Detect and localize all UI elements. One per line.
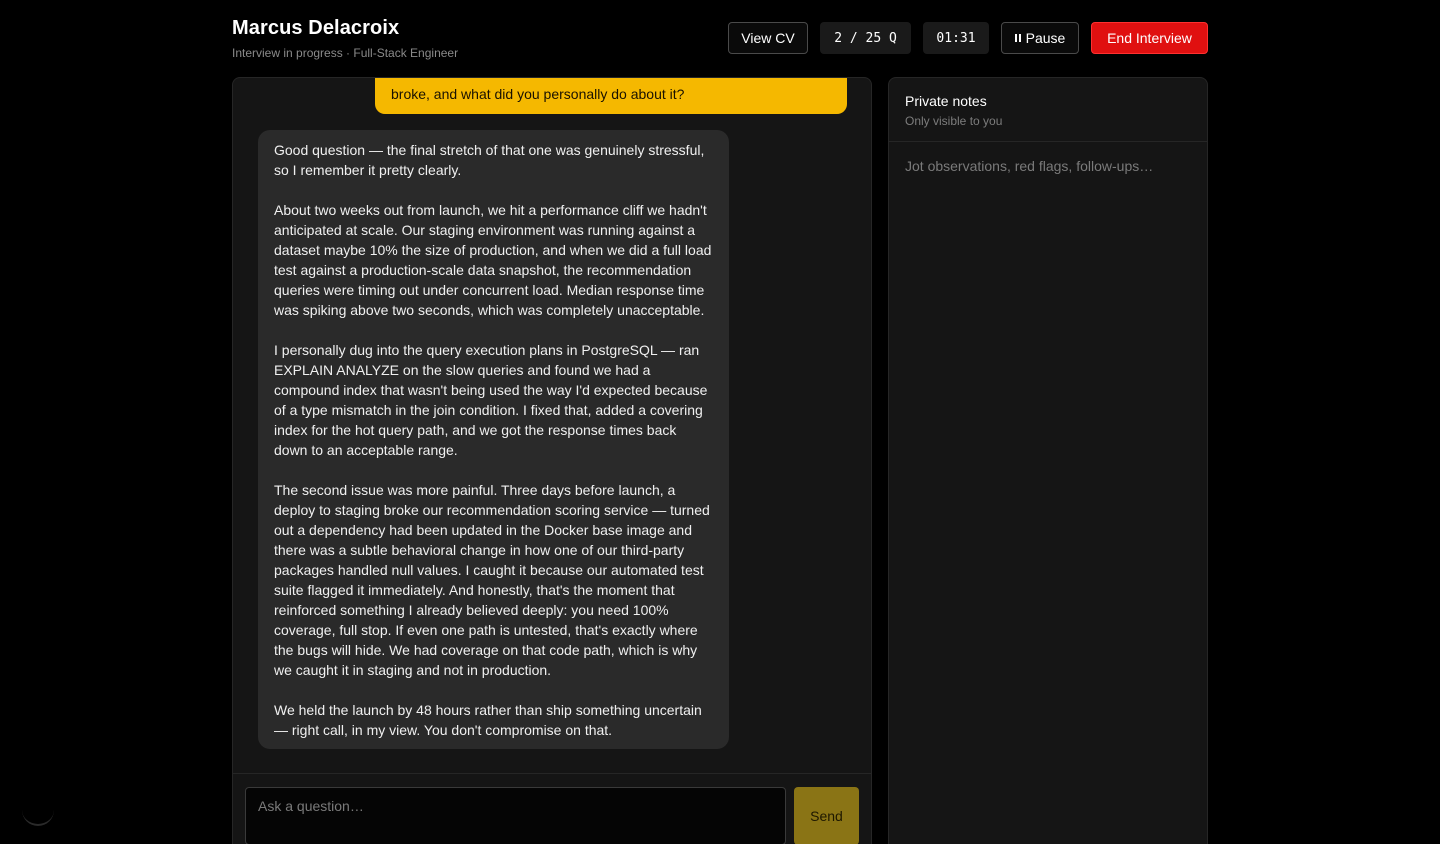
ask-question-input[interactable] <box>245 787 786 844</box>
pause-label: Pause <box>1025 30 1066 46</box>
notes-textarea[interactable] <box>889 142 1207 842</box>
pause-icon <box>1015 33 1021 43</box>
interviewer-message-text: broke, and what did you personally do about it? <box>391 86 685 102</box>
view-cv-button[interactable]: View CV <box>728 22 808 54</box>
message-composer <box>233 773 871 844</box>
interview-header <box>232 16 1208 64</box>
chat-panel[interactable] <box>232 77 872 844</box>
interview-status: Interview in progress · Full-Stack Engineer <box>232 46 459 60</box>
candidate-name: Marcus Delacroix <box>232 17 400 39</box>
end-interview-button[interactable]: End Interview <box>1091 22 1208 54</box>
candidate-message-paragraph: Good question — the final stretch of that one was genuinely stressful, so I remember it pretty clearly. <box>274 142 705 178</box>
pause-button[interactable] <box>1001 22 1079 54</box>
send-button[interactable]: Send <box>794 787 859 844</box>
interviewer-message <box>375 77 847 114</box>
notes-title: Private notes <box>905 93 987 109</box>
interview-timer: 01:31 <box>923 22 989 54</box>
question-counter: 2 / 25 Q <box>820 22 911 54</box>
candidate-message-paragraph: I personally dug into the query execution plans in PostgreSQL — ran EXPLAIN ANALYZE on the slow queries and found we had a compound index that wasn't being used the way I'd expected because of a type mismatch in the join condition. I fixed that, added a covering index for the hot query path, and we got the response times back down to an acceptable range. <box>274 342 708 458</box>
corner-decoration <box>22 800 54 826</box>
notes-header <box>889 78 1207 142</box>
candidate-message-paragraph: The second issue was more painful. Three days before launch, a deploy to staging broke our recommendation scoring service — turned out a dependency had been updated in the Docker base image and there was a subtle behavioral change in how one of our third-party packages handled null values. I caught it because our automated test suite flagged it immediately. And honestly, that's the moment that reinforced something I already believed deeply: you need 100% coverage, full stop. If even one path is untested, that's exactly where the bugs will hide. We had coverage on that code path, which is why we caught it in staging and not in production. <box>274 482 710 678</box>
candidate-message-paragraph: About two weeks out from launch, we hit a performance cliff we hadn't anticipated at scale. Our staging environment was running against a dataset maybe 10% the size of production, and when we did a full load test against a production-scale data snapshot, the recommendation queries were timing out under concurrent load. Median response time was spiking above two seconds, which was completely unacceptable. <box>274 202 712 318</box>
candidate-message <box>258 130 729 749</box>
private-notes-panel <box>888 77 1208 844</box>
candidate-message-paragraph: We held the launch by 48 hours rather than ship something uncertain — right call, in my view. You don't compromise on that. <box>274 702 702 738</box>
notes-subtitle: Only visible to you <box>905 114 1003 128</box>
